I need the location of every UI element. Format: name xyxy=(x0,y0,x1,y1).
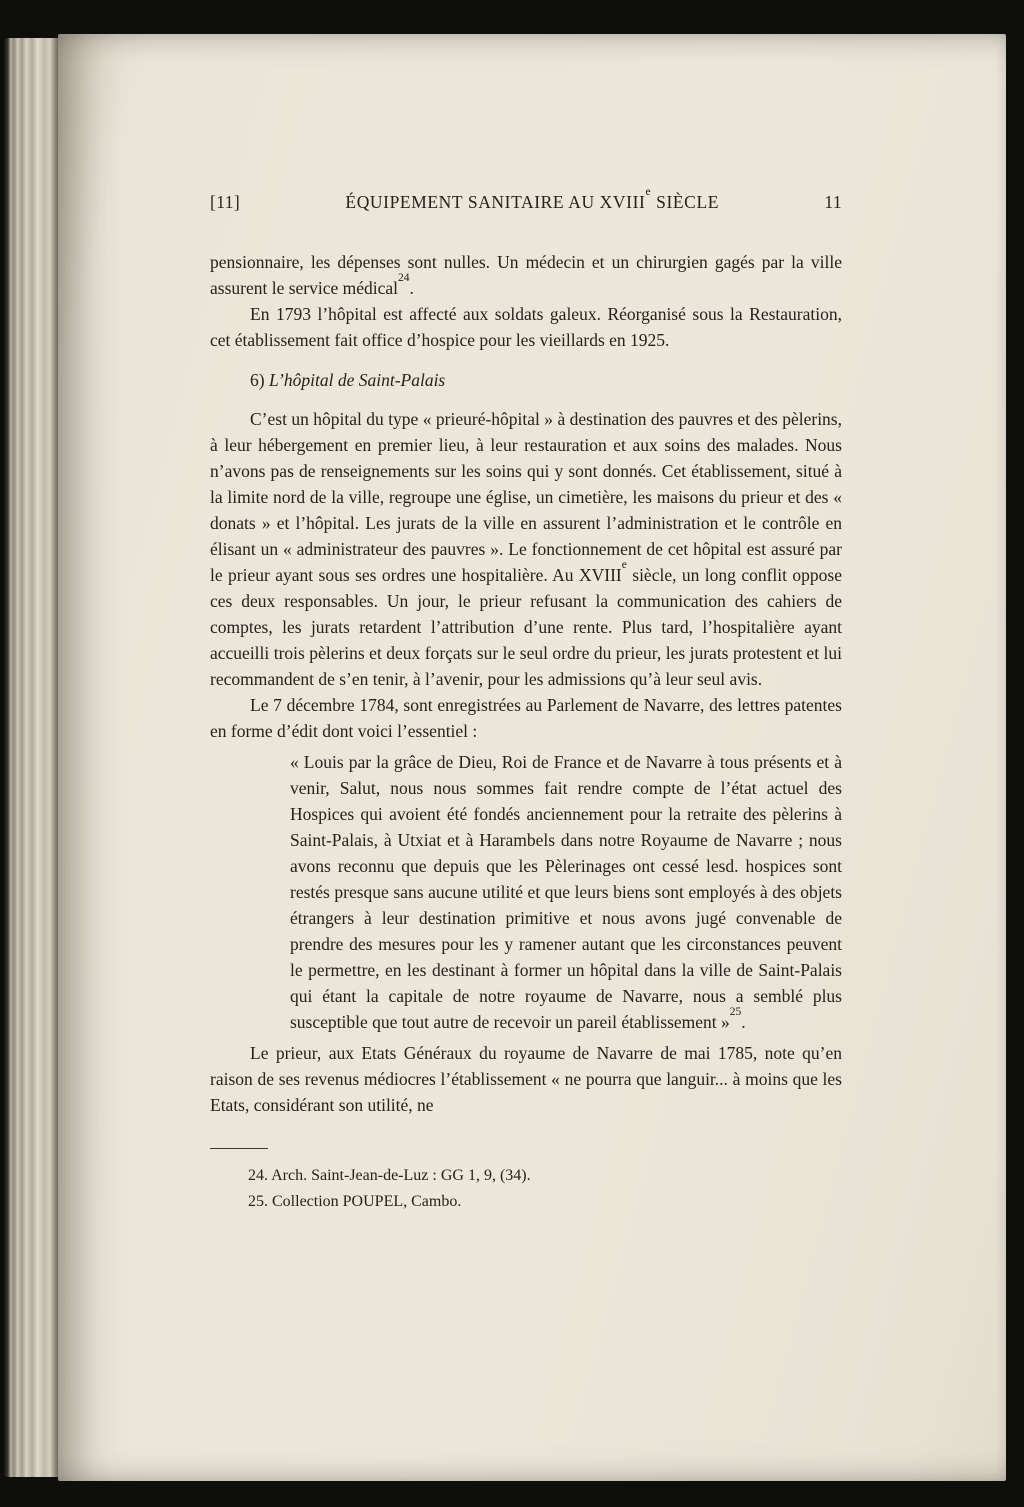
paragraph-1-text: pensionnaire, les dépenses sont nulles. Un médecin et un chirurgien gagés par la ville assurent le service médical xyxy=(210,252,842,298)
footnote-ref-24: 24 xyxy=(398,272,410,285)
royal-edict-quote xyxy=(210,749,842,1035)
running-title xyxy=(345,186,720,213)
footnote-25: 25. Collection POUPEL, Cambo. xyxy=(248,1193,462,1210)
footnote-ref-25: 25 xyxy=(729,1006,742,1019)
section-title: L’hôpital de Saint-Palais xyxy=(268,370,446,390)
paragraph-continuation xyxy=(210,249,842,301)
running-title-end: SIÈCLE xyxy=(651,192,720,212)
section-heading xyxy=(210,367,842,393)
folio-bracket-number: [11] xyxy=(210,192,241,212)
paragraph-3 xyxy=(210,406,842,692)
quote-end: . xyxy=(741,1012,746,1032)
quote-text: « Louis par la grâce de Dieu, Roi de France et de Navarre à tous présents et à venir, Salut, nous nous sommes fait rendre compte de l’état actuel des Hospices qui avoient été fondés anciennement pour la retraite des pèlerins à Saint-Palais, à Utxiat et à Harambels dans notre Royaume de Navarre ; nous avons reconnu que depuis que les Pèlerinages ont cessé lesd. hospices sont restés presque sans aucune utilité et que leurs biens sont employés à des objets étrangers à leur destination primitive et nous avons jugé convenable de prendre des mesures pour les y ramener autant que les circonstances peuvent le permettre, en les destinant à former un hôpital dans la ville de Saint-Palais qui étant la capitale de notre royaume de Navarre, nous a semblé plus susceptible que tout autre de recevoir un pareil établissement » xyxy=(290,752,842,1032)
paragraph-1-end: . xyxy=(409,278,414,298)
footnote-24: 24. Arch. Saint-Jean-de-Luz : GG 1, 9, (34). xyxy=(248,1167,531,1184)
paragraph-3-text-b: siècle, un long conflit oppose ces deux responsables. Un jour, le prieur refusant la communication des cahiers de comptes, les jurats retardent l’attribution d’une rente. Plus tard, l’hospitalière ayant accueilli trois pèlerins et deux forçats sur le seul ordre du prieur, les jurats protestent et lui recommandent de s’en tenir, à l’avenir, pour les admissions qu’à leur seul avis. xyxy=(210,565,842,689)
ordinal-superscript: e xyxy=(645,186,652,199)
footnotes-section xyxy=(210,1148,842,1215)
paragraph-4: Le 7 décembre 1784, sont enregistrées au Parlement de Navarre, des lettres patentes en forme d’édit dont voici l’essentiel : xyxy=(210,695,842,741)
scanned-book-page xyxy=(58,34,1006,1481)
running-head xyxy=(210,186,842,213)
book-binding-page-edges xyxy=(4,38,60,1477)
paragraph-2: En 1793 l’hôpital est affecté aux soldats galeux. Réorganisé sous la Restauration, cet établissement fait office d’hospice pour les vieillards en 1925. xyxy=(210,304,842,350)
page-number: 11 xyxy=(824,192,842,212)
running-title-text: ÉQUIPEMENT SANITAIRE AU XVIII xyxy=(345,192,646,212)
paragraph-5: Le prieur, aux Etats Généraux du royaume de Navarre de mai 1785, note qu’en raison de ses revenus médiocres l’établissement « ne pourra que languir... à moins que les Etats, considérant son utilité, ne xyxy=(210,1043,842,1115)
ordinal-superscript-siecle: e xyxy=(621,559,627,572)
text-block xyxy=(210,186,842,1215)
section-number: 6) xyxy=(250,370,269,390)
footnote-separator-rule xyxy=(210,1148,268,1149)
paragraph-3-text-a: C’est un hôpital du type « prieuré-hôpital » à destination des pauvres et des pèlerins, à leur hébergement en premier lieu, à leur restauration et aux soins des malades. Nous n’avons pas de renseignements sur les soins qui y sont donnés. Cet établissement, situé à la limite nord de la ville, regroupe une église, un cimetière, les maisons du prieur et des « donats » et l’hôpital. Les jurats de la ville en assurent l’administration et le contrôle en élisant un « administrateur des pauvres ». Le fonctionnement de cet hôpital est assuré par le prieur ayant sous ses ordres une hospitalière. Au XVIII xyxy=(210,409,842,585)
